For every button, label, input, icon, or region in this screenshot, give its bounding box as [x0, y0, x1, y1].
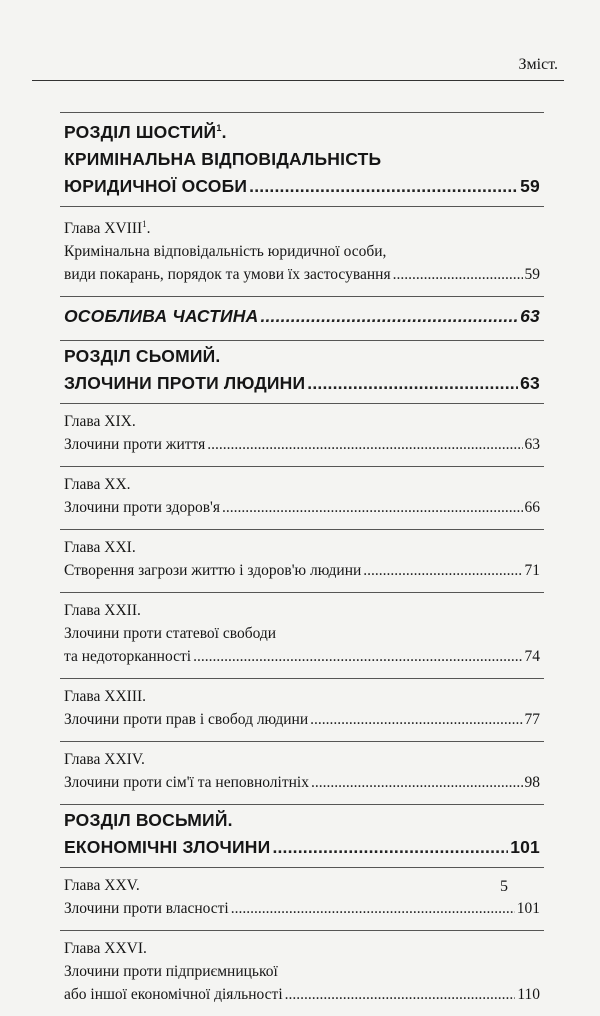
chapter-title: Злочини проти прав і свобод людини [64, 710, 309, 728]
chapter-title: Злочини проти життя [64, 435, 206, 453]
dot-leader [285, 983, 516, 1006]
section-divider [60, 403, 544, 404]
chapter-title: Створення загрози життю і здоров'ю людини [64, 561, 362, 579]
chapter-title-line1: Кримінальна відповідальність юридичної особи, [64, 242, 387, 260]
table-of-contents [64, 112, 540, 1016]
toc-chapter-xix[interactable] [64, 410, 540, 456]
page-number: 5 [500, 878, 508, 895]
chapter-page: 77 [524, 710, 540, 728]
toc-section-8[interactable] [64, 807, 540, 861]
section-divider [60, 466, 544, 467]
chapter-sup: 1 [142, 218, 147, 229]
chapter-label: Глава XXVI. [64, 939, 147, 957]
chapter-title-line2: або іншої економічної діяльності [64, 985, 283, 1003]
toc-chapter-xxiv[interactable] [64, 748, 540, 794]
chapter-label: Глава XXIV. [64, 750, 145, 768]
toc-chapter-xx[interactable] [64, 473, 540, 519]
chapter-label: Глава XXI. [64, 538, 136, 556]
section-6-line3: ЮРИДИЧНОЇ ОСОБИ [64, 175, 248, 196]
toc-chapter-xxvi[interactable] [64, 937, 540, 1006]
chapter-page: 98 [524, 773, 540, 791]
chapter-page: 110 [517, 985, 540, 1003]
chapter-page: 71 [524, 561, 540, 579]
section-divider [60, 592, 544, 593]
chapter-page: 63 [524, 435, 540, 453]
section-divider [60, 529, 544, 530]
chapter-page: 101 [516, 899, 540, 917]
section-divider [60, 678, 544, 679]
chapter-label-end: . [146, 219, 151, 237]
chapter-label: Глава XX. [64, 475, 131, 493]
toc-section-7[interactable] [64, 343, 540, 397]
section-divider [60, 296, 544, 297]
section-6-line2: КРИМІНАЛЬНА ВІДПОВІДАЛЬНІСТЬ [64, 148, 382, 169]
chapter-title: Злочини проти власності [64, 899, 229, 917]
toc-chapter-xxii[interactable] [64, 599, 540, 668]
dot-leader [260, 303, 518, 330]
section-6-line1: РОЗДІЛ ШОСТИЙ [64, 121, 217, 142]
dot-leader [231, 897, 515, 920]
header-rule [32, 80, 564, 81]
section-7-line2: ЗЛОЧИНИ ПРОТИ ЛЮДИНИ [64, 372, 306, 393]
dot-leader [193, 645, 522, 668]
dot-leader [222, 496, 523, 519]
toc-chapter-xviii1[interactable] [64, 213, 540, 286]
chapter-page: 59 [524, 265, 540, 283]
section-divider [60, 206, 544, 207]
section-divider [60, 741, 544, 742]
dot-leader [310, 708, 522, 731]
section-6-page: 59 [520, 175, 540, 196]
chapter-page: 74 [524, 647, 540, 665]
header-title: Зміст. [518, 56, 558, 73]
section-divider [60, 930, 544, 931]
chapter-title-line2: види покарань, порядок та умови їх застосування [64, 265, 391, 283]
chapter-label: Глава XXIII. [64, 687, 147, 705]
section-8-line2: ЕКОНОМІЧНІ ЗЛОЧИНИ [64, 836, 271, 857]
dot-leader [207, 433, 522, 456]
toc-chapter-xxv[interactable] [64, 874, 540, 920]
toc-chapter-xxiii[interactable] [64, 685, 540, 731]
toc-section-6[interactable] [64, 115, 540, 200]
dot-leader [272, 834, 508, 861]
section-divider [60, 867, 544, 868]
section-6-line1-end: . [221, 121, 227, 142]
special-part-page: 63 [520, 305, 540, 326]
section-divider [60, 112, 544, 113]
special-part-title: ОСОБЛИВА ЧАСТИНА [64, 305, 259, 326]
section-divider [60, 804, 544, 805]
toc-special-part[interactable] [64, 303, 540, 330]
dot-leader [363, 559, 522, 582]
dot-leader [393, 263, 523, 286]
dot-leader [307, 370, 518, 397]
section-7-page: 63 [520, 372, 540, 393]
chapter-label: Глава XVIII [64, 219, 143, 237]
chapter-page: 66 [524, 498, 540, 516]
chapter-label: Глава XXV. [64, 876, 140, 894]
dot-leader [249, 173, 518, 200]
section-6-sup: 1 [216, 123, 222, 133]
toc-chapter-xxi[interactable] [64, 536, 540, 582]
section-7-line1: РОЗДІЛ СЬОМИЙ. [64, 345, 221, 366]
chapter-label: Глава XXII. [64, 601, 141, 619]
dot-leader [311, 771, 523, 794]
chapter-title: Злочини проти сім'ї та неповнолітніх [64, 773, 309, 791]
chapter-title-line1: Злочини проти підприємницької [64, 962, 278, 980]
chapter-title-line1: Злочини проти статевої свободи [64, 624, 277, 642]
chapter-title-line2: та недоторканності [64, 647, 192, 665]
section-divider [60, 340, 544, 341]
chapter-label: Глава XIX. [64, 412, 136, 430]
chapter-title: Злочини проти здоров'я [64, 498, 220, 516]
section-8-page: 101 [510, 836, 540, 857]
section-8-line1: РОЗДІЛ ВОСЬМИЙ. [64, 809, 233, 830]
